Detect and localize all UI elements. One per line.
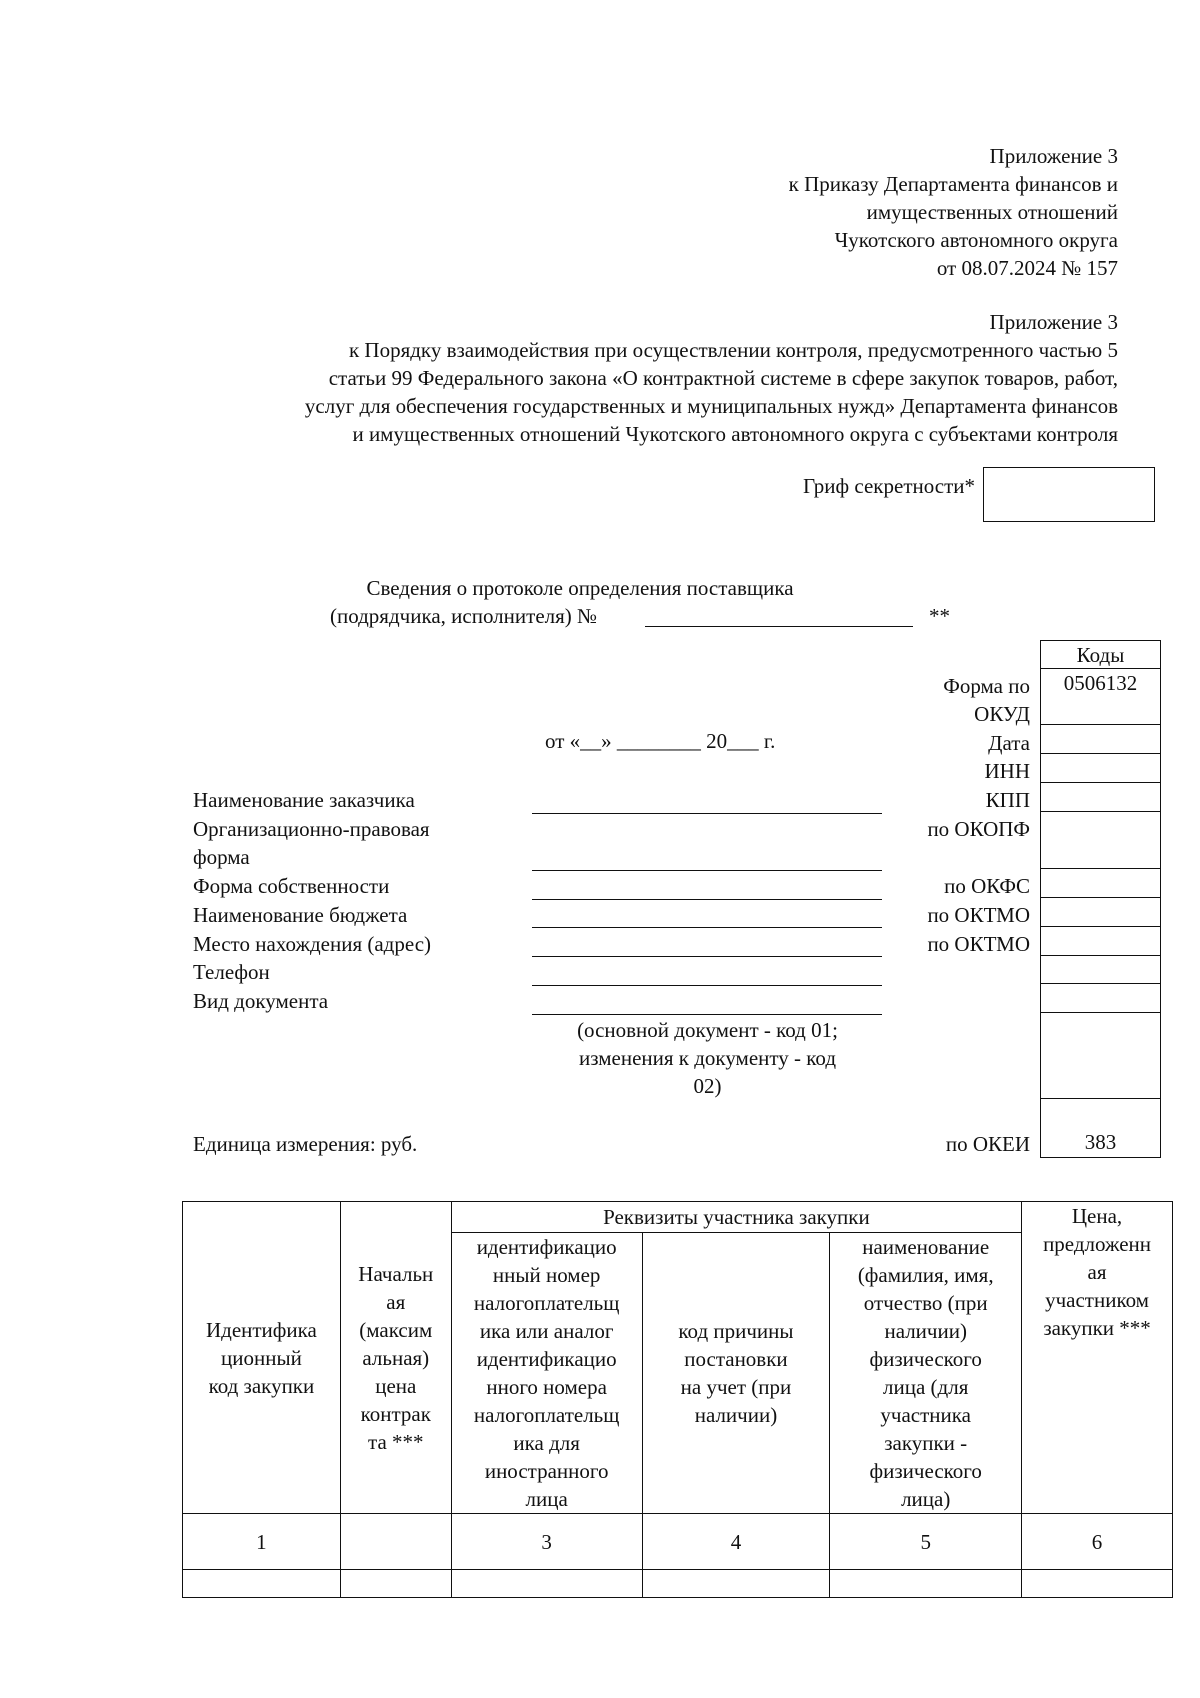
code-okud[interactable]: 0506132 [1040,669,1161,725]
ownership-field[interactable] [532,899,882,900]
document-title: Сведения о протоколе определения поставщика [366,576,794,600]
label-customer: Наименование заказчика [193,788,415,812]
label-oktmo-budget: по ОКТМО [927,903,1030,927]
appendix-line: статьи 99 Федерального закона «О контрактной системе в сфере закупок товаров, работ, [328,366,1118,390]
label-budget: Наименование бюджета [193,903,408,927]
appendix-line: Приложение 3 [989,310,1118,334]
label-inn: ИНН [984,759,1030,783]
participants-table [182,1201,1173,1598]
table-cell[interactable] [1022,1570,1173,1598]
label-org-form: Организационно-правовая [193,817,430,841]
column-number [340,1514,451,1570]
label-unit: Единица измерения: руб. [193,1132,418,1156]
address-field[interactable] [532,956,882,957]
code-date[interactable] [1040,725,1161,754]
label-okopf: по ОКОПФ [927,817,1030,841]
label-kpp: КПП [985,788,1030,812]
label-okei: по ОКЕИ [945,1132,1030,1156]
code-okfs[interactable] [1040,869,1161,898]
code-blank [1040,1013,1161,1099]
secrecy-field[interactable] [983,467,1155,522]
appendix-line: Приложение 3 [989,144,1118,168]
code-okei[interactable]: 383 [1040,1099,1161,1158]
doc-type-field[interactable] [532,1014,882,1015]
column-number: 1 [183,1514,341,1570]
table-cell[interactable] [451,1570,642,1598]
code-oktmo-budget[interactable] [1040,898,1161,927]
appendix-line: к Порядку взаимодействия при осуществлении контроля, предусмотренного частью 5 [348,338,1118,362]
doc-type-note [540,1016,875,1100]
code-phone[interactable] [1040,956,1161,984]
appendix-line: Чукотского автономного округа [834,228,1118,252]
appendix-order-block [789,142,1118,282]
codes-header: Коды [1040,640,1161,669]
label-okud: ОКУД [974,702,1030,726]
protocol-number-field[interactable] [645,626,913,627]
label-doc-type: Вид документа [193,989,329,1013]
col-group-participant-details: Реквизиты участника закупки [451,1202,1021,1233]
doc-type-note-line: 02) [693,1074,722,1098]
appendix-line: от 08.07.2024 № 157 [936,256,1118,280]
document-date-field[interactable]: от «__» ________ 20___ г. [545,729,776,753]
column-number: 4 [642,1514,830,1570]
column-number: 6 [1022,1514,1173,1570]
column-number: 3 [451,1514,642,1570]
title-footnote-mark: ** [929,604,950,628]
col-header-inn: идентификацио нный номер налогоплательщ ика или аналог идентификацио нного номера налогоплательщ ика для иностранного лица [451,1233,642,1514]
col-header-purchase-code: Идентифика ционный код закупки [183,1202,341,1514]
label-phone: Телефон [193,960,270,984]
column-numbers-row [183,1514,1173,1570]
column-number: 5 [830,1514,1022,1570]
appendix-line: и имущественных отношений Чукотского автономного округа с субъектами контроля [352,422,1118,446]
label-okfs: по ОКФС [944,874,1030,898]
table-cell[interactable] [642,1570,830,1598]
col-header-initial-price: Начальн ая (максим альная) цена контрак та *** [340,1202,451,1514]
label-oktmo-address: по ОКТМО [927,932,1030,956]
codes-column [1040,640,1161,1158]
doc-type-note-line: (основной документ - код 01; [577,1018,838,1042]
code-kpp[interactable] [1040,783,1161,812]
appendix-procedure-block [305,308,1118,448]
col-header-participant-name: наименование (фамилия, имя, отчество (при наличии) физического лица (для участника закупки - физического лица) [830,1233,1022,1514]
code-inn[interactable] [1040,754,1161,783]
org-form-field[interactable] [532,870,882,871]
appendix-line: к Приказу Департамента финансов и [788,172,1118,196]
code-oktmo-address[interactable] [1040,927,1161,956]
budget-field[interactable] [532,927,882,928]
doc-type-note-line: изменения к документу - код [578,1046,836,1070]
label-date: Дата [988,731,1030,755]
table-cell[interactable] [830,1570,1022,1598]
code-doc-type[interactable] [1040,984,1161,1013]
label-address: Место нахождения (адрес) [193,932,432,956]
appendix-line: имущественных отношений [866,200,1118,224]
col-header-kpp: код причины постановки на учет (при наличии) [642,1233,830,1514]
label-ownership: Форма собственности [193,874,390,898]
table-cell[interactable] [340,1570,451,1598]
secrecy-label: Гриф секретности* [802,474,975,498]
label-org-form-cont: форма [193,845,250,869]
col-header-offered-price: Цена, предложенн ая участником закупки *** [1022,1202,1173,1514]
label-form-po: Форма по [943,674,1030,698]
document-title-number-label: (подрядчика, исполнителя) № [330,604,598,628]
phone-field[interactable] [532,985,882,986]
table-cell[interactable] [183,1570,341,1598]
table-row [183,1570,1173,1598]
customer-field[interactable] [532,813,882,814]
code-okopf[interactable] [1040,812,1161,869]
appendix-line: услуг для обеспечения государственных и муниципальных нужд» Департамента финансов [304,394,1118,418]
